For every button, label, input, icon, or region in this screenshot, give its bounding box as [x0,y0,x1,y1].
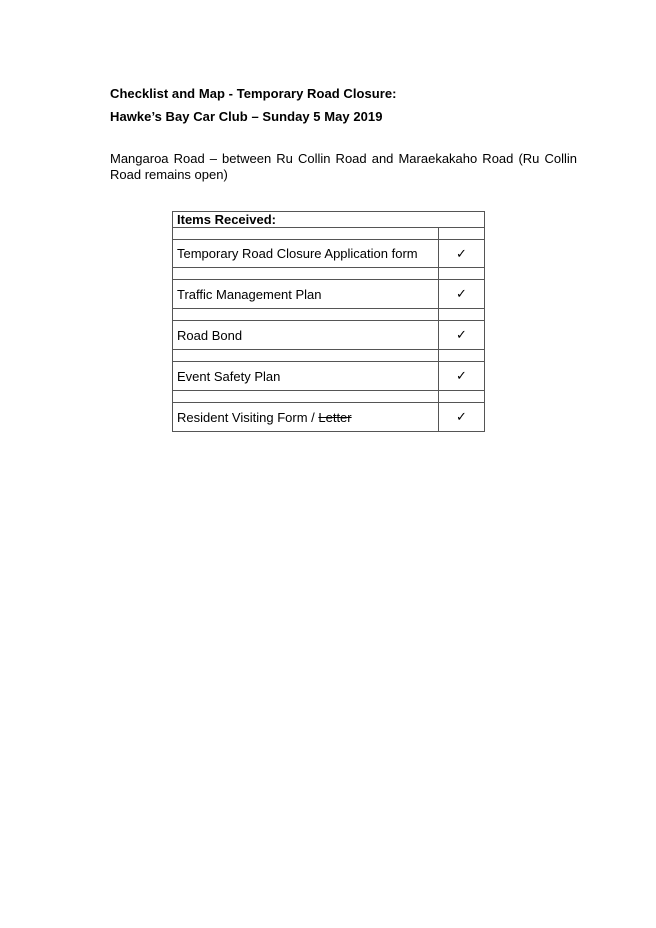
table-header: Items Received: [173,212,485,228]
table-spacer-row [173,350,485,362]
item-label: Event Safety Plan [173,362,439,391]
item-label: Traffic Management Plan [173,280,439,309]
table-row [173,362,485,391]
struck-text: Letter [318,409,352,425]
document-title: Checklist and Map - Temporary Road Closure: [110,86,397,101]
road-description-line: Road remains open) [110,167,228,182]
checkmark-icon: ✓ [439,321,485,350]
item-label [173,403,439,432]
road-description [110,151,577,183]
document-subtitle: Hawke’s Bay Car Club – Sunday 5 May 2019 [110,109,383,124]
checkmark-icon: ✓ [439,403,485,432]
table-spacer-row [173,309,485,321]
items-received-table [172,211,485,432]
table-row [173,321,485,350]
checkmark-icon: ✓ [439,240,485,268]
table-spacer-row [173,228,485,240]
table-header-row [173,212,485,228]
table-spacer-row [173,268,485,280]
table-row [173,240,485,268]
table-row [173,280,485,309]
item-label-text: Resident Visiting Form / [177,409,319,425]
table-row [173,403,485,432]
table-spacer-row [173,391,485,403]
item-label: Road Bond [173,321,439,350]
road-description-line: Mangaroa Road – between Ru Collin Road and Maraekakaho Road (Ru Collin [110,151,577,166]
item-label: Temporary Road Closure Application form [173,240,439,268]
checkmark-icon: ✓ [439,362,485,391]
checkmark-icon: ✓ [439,280,485,309]
